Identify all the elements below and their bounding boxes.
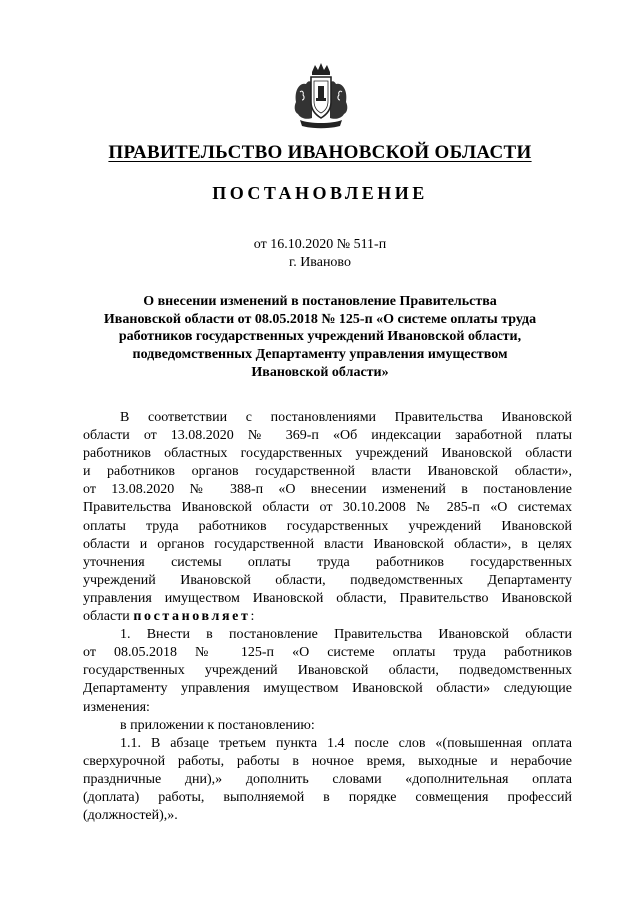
- body-line: (доплата) работы, выполняемой в порядке совмещения профессий: [83, 789, 572, 805]
- body-line: в приложении к постановлению:: [120, 717, 315, 733]
- body-line: (должностей),».: [83, 808, 178, 824]
- body-line: уточнения системы оплаты труда работников государственных: [83, 554, 572, 570]
- subject-line: подведомственных Департаменту управления имуществом: [132, 347, 508, 363]
- body-line: управления имуществом Ивановской области, Правительство Ивановской: [83, 590, 572, 606]
- body-line: Департаменту управления имуществом Ивановской области» следующие: [83, 681, 572, 697]
- body-line-resolves: [83, 608, 572, 626]
- government-title: ПРАВИТЕЛЬСТВО ИВАНОВСКОЙ ОБЛАСТИ: [108, 142, 532, 163]
- coat-of-arms-emblem: [290, 62, 352, 130]
- body-line: области от 13.08.2020 № 369-п «Об индексации заработной платы: [83, 428, 572, 444]
- document-date-number: от 16.10.2020 № 511-п: [253, 237, 387, 252]
- document-subject: [80, 293, 560, 382]
- body-line: оплаты труда работников государственных учреждений Ивановской: [83, 518, 572, 534]
- document-city: г. Иваново: [289, 255, 351, 270]
- body-line: Правительства Ивановской области от 30.10.2008 № 285-п «О системах: [83, 500, 572, 516]
- subject-line: работников государственных учреждений Ивановской области,: [118, 329, 522, 345]
- body-line-text: области: [83, 609, 130, 625]
- body-line: от 08.05.2018 № 125-п «О системе оплаты труда работников: [83, 645, 572, 661]
- body-line: области и органов государственной власти Ивановской области», в целях: [83, 536, 572, 552]
- resolves-colon: :: [250, 609, 255, 625]
- body-line: от 13.08.2020 № 388-п «О внесении изменений в постановление: [83, 482, 572, 498]
- coat-of-arms-icon: [290, 62, 352, 130]
- body-line: работников областных государственных учреждений Ивановской области: [83, 446, 572, 462]
- subject-line: О внесении изменений в постановление Правительства: [143, 294, 497, 309]
- body-line: сверхурочной работы, работы в ночное время, выходные и нерабочие: [83, 753, 572, 769]
- body-line: государственных учреждений Ивановской области, подведомственных: [83, 663, 572, 679]
- resolves-word: постановляет: [133, 609, 251, 625]
- body-line: учреждений Ивановской области, подведомственных Департаменту: [83, 572, 572, 588]
- body-line: 1.1. В абзаце третьем пункта 1.4 после слов «(повышенная оплата: [120, 735, 572, 751]
- document-body: [83, 409, 572, 825]
- subject-line: Ивановской области»: [251, 364, 389, 380]
- body-line: 1. Внести в постановление Правительства Ивановской области: [120, 627, 572, 643]
- subject-line: Ивановской области от 08.05.2018 № 125-п «О системе оплаты труда: [103, 311, 537, 327]
- body-line: праздничные дни),» дополнить словами «дополнительная оплата: [83, 771, 572, 787]
- body-line: В соответствии с постановлениями Правительства Ивановской: [120, 410, 572, 425]
- document-type-title: ПОСТАНОВЛЕНИЕ: [212, 183, 428, 203]
- body-line: и работников органов государственной власти Ивановской области»,: [83, 464, 572, 480]
- body-line: изменения:: [83, 699, 150, 715]
